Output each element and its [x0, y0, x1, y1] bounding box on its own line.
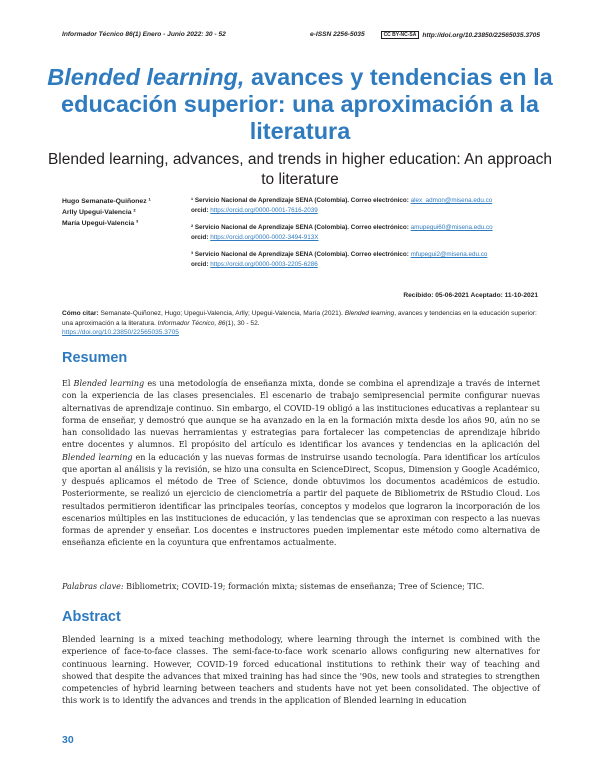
abstract-heading: Abstract	[62, 609, 121, 625]
orcid-link[interactable]: https://orcid.org/0000-0002-3494-913X	[210, 234, 319, 241]
author-1: Hugo Semanate-Quiñonez ¹	[62, 198, 151, 205]
keywords-text: Bibliometrix; COVID-19; formación mixta; sistemas de enseñanza; Tree of Science; TIC.	[123, 582, 485, 591]
orcid-link[interactable]: https://orcid.org/0000-0001-7616-2039	[210, 207, 318, 214]
abstract-paragraph: Blended learning is a mixed teaching methodology, where learning through the internet is combined with the experience of face-to-face classes. The semi-face-to-face work scenario allows configuring new alternatives for continuous learning. However, COVID-19 forced educational institutions to rethink their way of teaching and showed that despite the advances that mixed training has had since the '90s, new tools and strategies to strengthen competencies of hybrid learning between teachers and students have not yet been consolidated. The objective of this work is to identify the advances and trends in the application of Blended learning in education	[62, 635, 540, 706]
affiliation-3	[191, 250, 551, 270]
resumen-heading: Resumen	[62, 350, 128, 366]
affiliation-text: ³ Servicio Nacional de Aprendizaje SENA (Colombia). Correo electrónico:	[191, 251, 411, 258]
author-list	[62, 196, 151, 229]
affiliations	[191, 196, 551, 277]
keywords-label: Palabras clave:	[62, 582, 124, 591]
doi-header	[381, 31, 540, 39]
orcid-link[interactable]: https://orcid.org/0000-0003-2205-6286	[210, 261, 318, 268]
title-italic: Blended learning,	[47, 64, 245, 90]
affiliation-1	[191, 196, 551, 216]
cite-label: Cómo citar:	[62, 310, 99, 317]
received-accepted-dates: Recibido: 05-06-2021 Aceptado: 11-10-2021	[403, 292, 538, 299]
author-2: Arlly Upegui-Valencia ²	[62, 209, 136, 216]
orcid-label: orcid:	[191, 207, 211, 214]
cite-text: Semanate-Quiñonez, Hugo; Upegui-Valencia, Arlly; Upegui-Valencia, María (2021).	[98, 310, 345, 317]
cite-journal: Informador Técnico, 86	[157, 319, 226, 327]
resumen-text: en la educación y las nuevas formas de instruirse usando tecnología. Para identificar los artículos que aportan al análisis y la revisión, se hizo una consulta en ScienceDirect, Scopus, Dimension y Google Académico, y después aplicamos el método de Tree of Science, donde obtuvimos los documentos académicos de estudio. Posteriormente, se realizó un ejercicio de cienciometría a partir del paquete de Bibliometrix de RStudio Cloud. Los resultados permitieron identificar las principales teorías, conceptos y modelos que lograron la incorporación de los escenarios múltiples en las instituciones de educación, y las tendencias que se aproximan con respecto a las nuevas formas de aprender y enseñar. Los docentes e instructores pueden implementar este método como alternativa de enseñanza eficiente en la coyuntura que enfrentamos actualmente.	[62, 452, 541, 548]
how-to-cite	[62, 309, 540, 338]
keywords	[62, 582, 540, 591]
issn: e-ISSN 2256-5035	[310, 31, 365, 38]
page-number: 30	[62, 734, 74, 746]
affiliation-text: ² Servicio Nacional de Aprendizaje SENA (Colombia). Correo electrónico:	[191, 224, 411, 231]
cite-text: , avances y tendencias en la educación superior: una aproximación a la literatura.	[62, 310, 537, 327]
title-rest: avances y tendencias en la educación superior: una aproximación a la literatura	[61, 64, 553, 144]
resumen-term: Blended learning	[62, 452, 133, 462]
running-header	[62, 31, 540, 43]
resumen-text: El	[62, 379, 74, 388]
resumen-paragraph	[62, 378, 540, 550]
orcid-label: orcid:	[191, 261, 211, 268]
cite-doi-link[interactable]: https://doi.org/10.23850/22565035.3705	[62, 329, 179, 337]
cite-title: Blended learning	[344, 310, 395, 317]
article-title	[40, 64, 560, 145]
doi-link[interactable]: http://doi.org/10.23850/22565035.3705	[422, 32, 540, 39]
email-link[interactable]: mfupegui2@misena.edu.co	[410, 251, 488, 258]
resumen-text: es una metodología de enseñanza mixta, donde se combina el aprendizaje a través de internet con la experiencia de las clases presenciales. El escenario de trabajo semipresencial permite configurar nuevas alternativas de aprendizaje continuo. Sin embargo, el COVID-19 obligó a las instituciones educativas a replantear su forma de enseñar, y demostró que aunque se ha avanzado en la en la formación mixta desde los años 90, aún no se han consolidado las nuevas herramientas y estrategias para fortalecer las competencias de aprendizaje híbrido entre docentes y alumnos. El propósito del artículo es identificar los avances y tendencias en la aplicación del	[62, 379, 540, 450]
journal-info: Informador Técnico 86(1) Enero - Junio 2022: 30 - 52	[62, 31, 226, 38]
affiliation-2	[191, 223, 551, 243]
email-link[interactable]: alex_admon@misena.edu.co	[410, 197, 493, 204]
orcid-label: orcid:	[191, 234, 211, 241]
affiliation-text: ¹ Servicio Nacional de Aprendizaje SENA (Colombia). Correo electrónico:	[191, 197, 411, 204]
cc-license-icon: CC BY-NC-SA	[381, 31, 420, 39]
cite-text: (1), 30 - 52.	[225, 319, 260, 327]
resumen-term: Blended learning	[73, 379, 145, 388]
article-subtitle-english: Blended learning, advances, and trends in higher education: An approach to literature	[47, 151, 553, 188]
email-link[interactable]: amupegui60@misena.edu.co	[410, 224, 493, 231]
author-3: María Upegui-Valencia ³	[62, 220, 139, 227]
